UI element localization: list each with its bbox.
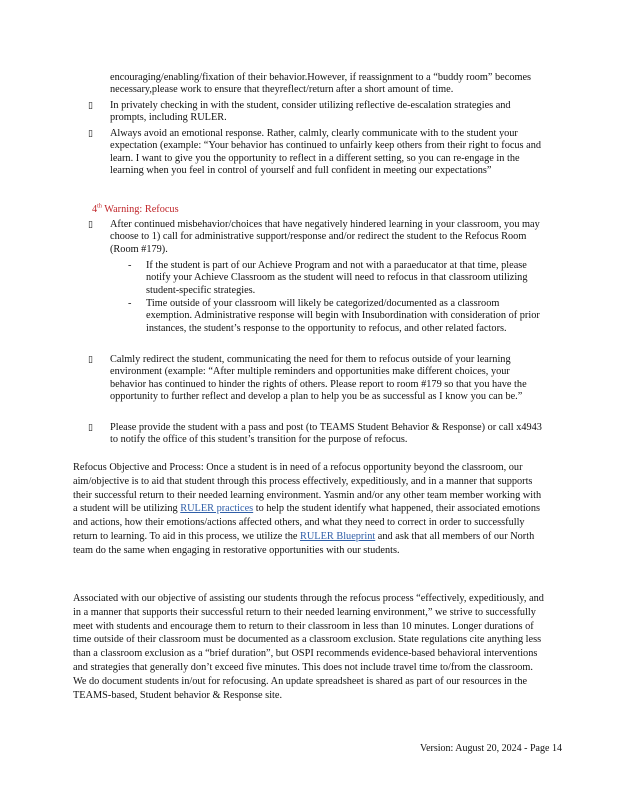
warning-ordinal-suffix: th xyxy=(97,203,102,210)
refocus-objective-paragraph: Refocus Objective and Process: Once a student is in need of a refocus opportunity beyond the classroom, our aim/objective is to aid that student through this process effectively, expeditiously, and in a manner that supports their successful return to their needed learning environment. Yasmin and/or any other team member working with a student will be utilizing RULER practices to help the student identify what happened, their associated emotions and actions, how their emotions/actions affected others, and what they need to correct in order to successfully return to learning. To aid in this process, we utilize the RULER Blueprint and ask that all members of our North team do the same when engaging in restorative opportunities with our students. xyxy=(73,462,542,556)
bullet-icon: ▯ xyxy=(88,355,93,365)
list-item-text: Calmly redirect the student, communicating the need for them to refocus outside of your learning environment (example: “After multiple reminders and opportunities make different choices, your behavior has continued to hinder the rights of others. Please report to room #179 so that you have the opportunity to further reflect and develop a plan to help you be as successful as I know you can be.” xyxy=(110,354,527,403)
bullet-icon: ▯ xyxy=(88,101,93,111)
list-item-text: In privately checking in with the student, consider utilizing reflective de-escalation strategies and prompts, including RULER. xyxy=(110,100,511,124)
warning-heading xyxy=(92,204,392,216)
continued-paragraph: encouraging/enabling/fixation of their behavior.However, if reassignment to a “buddy room” becomes necessary,please work to ensure that theyreflect/return after a short amount of time. xyxy=(110,72,532,96)
page-footer: Version: August 20, 2024 - Page 14 xyxy=(420,743,562,754)
list-item-text: Always avoid an emotional response. Rather, calmly, clearly communicate with to the student your expectation (example: “Your behavior has continued to unfairly keep others from their right to focus and learn. I want to give you the opportunity to reflect in a different setting, so you can re-engage in the learning when you feel in control of yourself and full confident in meeting our expectations” xyxy=(110,128,542,177)
refocus-duration-paragraph: Associated with our objective of assisting our students through the refocus process “effectively, expeditiously, and in a manner that supports their successful return to their needed learning environment,” we strive to successfully meet with students and encourage them to return to their classroom in less than 10 minutes. Longer durations of time outside of their classroom must be documented as a classroom exclusion. State regulations cite anything less than a classroom exclusion as a “brief duration”, but OSPI recommends evidence-based behavioral interventions and strategies that generally don’t exceed five minutes. This does not include travel time to/from the classroom. We do document students in/out for refocusing. An update spreadsheet is shared as part of our resources in the TEAMS-based, Student behavior & Response site. xyxy=(73,593,544,701)
sub-list-item-text: Time outside of your classroom will likely be categorized/documented as a classroom exemption. Administrative response will begin with Insubordination with consideration of prior instances, the student’s response to the opportunity to refocus, and other related factors. xyxy=(146,298,540,334)
bullet-icon: ▯ xyxy=(88,220,93,230)
bullet-icon: ▯ xyxy=(88,423,93,433)
warning-number: 4 xyxy=(92,204,98,215)
ruler-practices-link[interactable]: RULER practices xyxy=(180,503,254,515)
ruler-blueprint-link[interactable]: RULER Blueprint xyxy=(300,530,376,542)
list-item-text: Please provide the student with a pass and post (to TEAMS Student Behavior & Response) or call x4943 to notify the office of this student’s transition for the purpose of refocus. xyxy=(110,422,542,446)
sub-list-item-text: If the student is part of our Achieve Program and not with a paraeducator at that time, please notify your Achieve Classroom as the student will need to refocus in that classroom utilizing student-specific strategies. xyxy=(146,260,528,296)
dash-marker: - xyxy=(128,298,132,309)
bullet-icon: ▯ xyxy=(88,129,93,139)
dash-marker: - xyxy=(128,260,132,271)
list-item-text: After continued misbehavior/choices that have negatively hindered learning in your classroom, you may choose to 1) call for administrative support/response and/or redirect the student to the Refocus Room (Room #179). xyxy=(110,219,540,255)
warning-label: Warning: Refocus xyxy=(101,204,179,215)
